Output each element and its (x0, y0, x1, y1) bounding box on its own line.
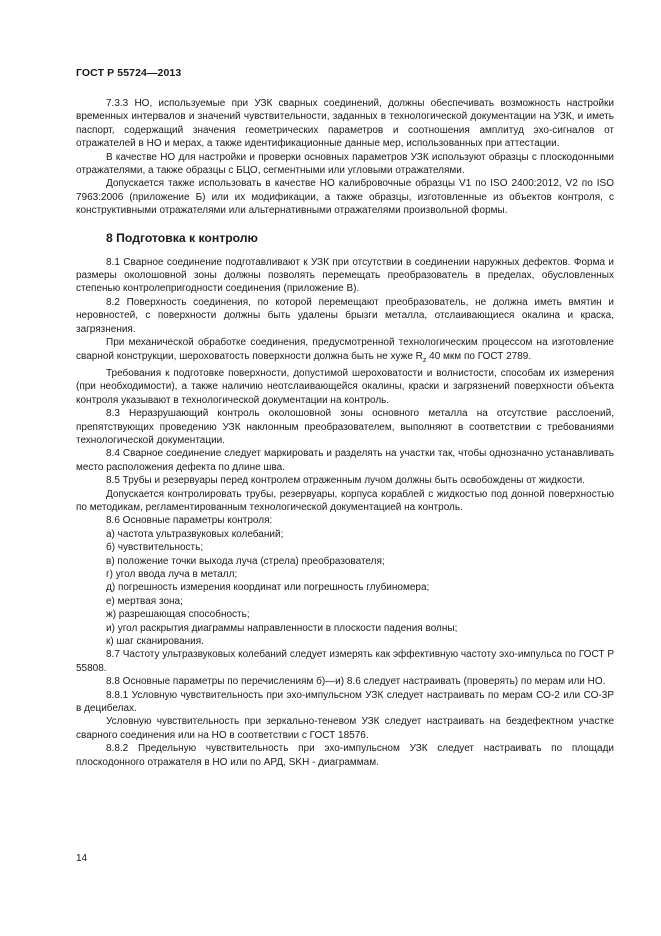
list-item: д) погрешность измерения координат или погрешность глубиномера; (106, 582, 430, 594)
list-item: а) частота ультразвуковых колебаний; (106, 528, 284, 540)
list-item: б) чувствительность; (106, 542, 204, 554)
roughness-subscript: z (422, 356, 427, 364)
list-item: ж) разрешающая способность; (106, 609, 250, 621)
paragraph-8-8-1: 8.8.1 Условную чувствительность при эхо-импульсном УЗК следует настраивать по мерам СО-2 или СО-3Р в децибелах. (76, 689, 614, 715)
roughness-text: При механической обработке соединения, предусмотренной технологическим процессом на изготовление сварной конструкции, шероховатость поверхности должна быть не хуже R (76, 337, 614, 362)
paragraph-8-5: 8.5 Трубы и резервуары перед контролем отраженным лучом должны быть освобождены от жидкости. (106, 475, 586, 487)
list-item: в) положение точки выхода луча (стрела) преобразователя; (106, 555, 385, 567)
roughness-text-end: 40 мкм по ГОСТ 2789. (426, 350, 532, 362)
list-item: е) мертвая зона; (106, 595, 183, 607)
roughness-paragraph (76, 336, 614, 367)
page-body (76, 97, 614, 769)
paragraph-8-4: 8.4 Сварное соединение следует маркировать и разделять на участки так, чтобы однозначно устанавливать место расположения дефекта по длине шва. (76, 448, 614, 473)
paragraph-8-7: 8.7 Частоту ультразвуковых колебаний следует измерять как эффективную частоту эхо-импульса по ГОСТ Р 55808. (76, 649, 614, 674)
paragraph: Требования к подготовке поверхности, допустимой шероховатости и волнистости, способам их измерения (при необходимости), а также наличию неотслаивающейся окалины, краски и загрязнений поверхности объекта контроля указывают в технологической документации на контроль. (76, 367, 614, 406)
page-number: 14 (76, 853, 88, 864)
paragraph-7-3-3: 7.3.3 НО, используемые при УЗК сварных соединений, должны обеспечивать возможность настройки временных интервалов и значений чувствительности, заданных в технологической документации на УЗК, и иметь паспорт, содержащий значения геометрических параметров и соотношения амплитуд эхо-сигналов от отражателей в НО и мерах, а также идентификационные данные мер, использованных при аттестации. (76, 98, 614, 150)
list-item: и) угол раскрытия диаграммы направленности в плоскости падения волны; (106, 622, 458, 634)
section-heading: 8 Подготовка к контролю (106, 230, 258, 245)
paragraph: В качестве НО для настройки и проверки основных параметров УЗК используют образцы с плоскодонными отражателями, а также образцы с БЦО, сегментными или угловыми отражателями. (76, 151, 614, 177)
paragraph-8-6: 8.6 Основные параметры контроля: (106, 515, 273, 527)
paragraph-8-1: 8.1 Сварное соединение подготавливают к УЗК при отсутствии в соединении наружных дефектов. Форма и размеры околошовной зоны должны позволять перемещать преобразователь в пределах, обусловленных степенью контролепригодности соединения (приложение В). (76, 256, 614, 295)
paragraph: Допускается также использовать в качестве НО калибровочные образцы V1 по ISO 2400:2012, V2 по ISO 7963:2006 (приложение Б) или их модификации, а также образцы, изготовленные из объектов контроля, с конструктивными отражателями или альтернативными отражателями произвольной формы. (76, 178, 614, 217)
paragraph-8-3: 8.3 Неразрушающий контроль околошовной зоны основного металла на отсутствие расслоений, препятствующих проведению УЗК наклонным преобразователем, выполняют в соответствии с требованиями технологической документации. (76, 408, 614, 446)
paragraph-8-8: 8.8 Основные параметры по перечислениям б)—и) 8.6 следует настраивать (проверять) по мерам или НО. (106, 676, 606, 688)
paragraph-8-2: 8.2 Поверхность соединения, по которой перемещают преобразователь, не должна иметь вмятин и неровностей, с поверхности должны быть удалены брызги металла, отслаивающиеся окалина и краска, загрязнения. (76, 296, 614, 335)
paragraph-8-8-2: 8.8.2 Предельную чувствительность при эхо-импульсном УЗК следует настраивать по площади плоскодонного отражателя в НО или по АРД, SKH - диаграммам. (76, 743, 614, 768)
list-item: г) угол ввода луча в металл; (106, 569, 238, 580)
paragraph: Допускается контролировать трубы, резервуары, корпуса кораблей с жидкостью под донной поверхностью по методикам, регламентированным технологической документацией на контроль. (76, 488, 614, 513)
list-item: к) шаг сканирования. (106, 636, 204, 648)
standard-header: ГОСТ Р 55724—2013 (76, 67, 182, 79)
paragraph: Условную чувствительность при зеркально-теневом УЗК следует настраивать на бездефектном участке сварного соединения или на НО в соответствии с ГОСТ 18576. (76, 716, 614, 741)
